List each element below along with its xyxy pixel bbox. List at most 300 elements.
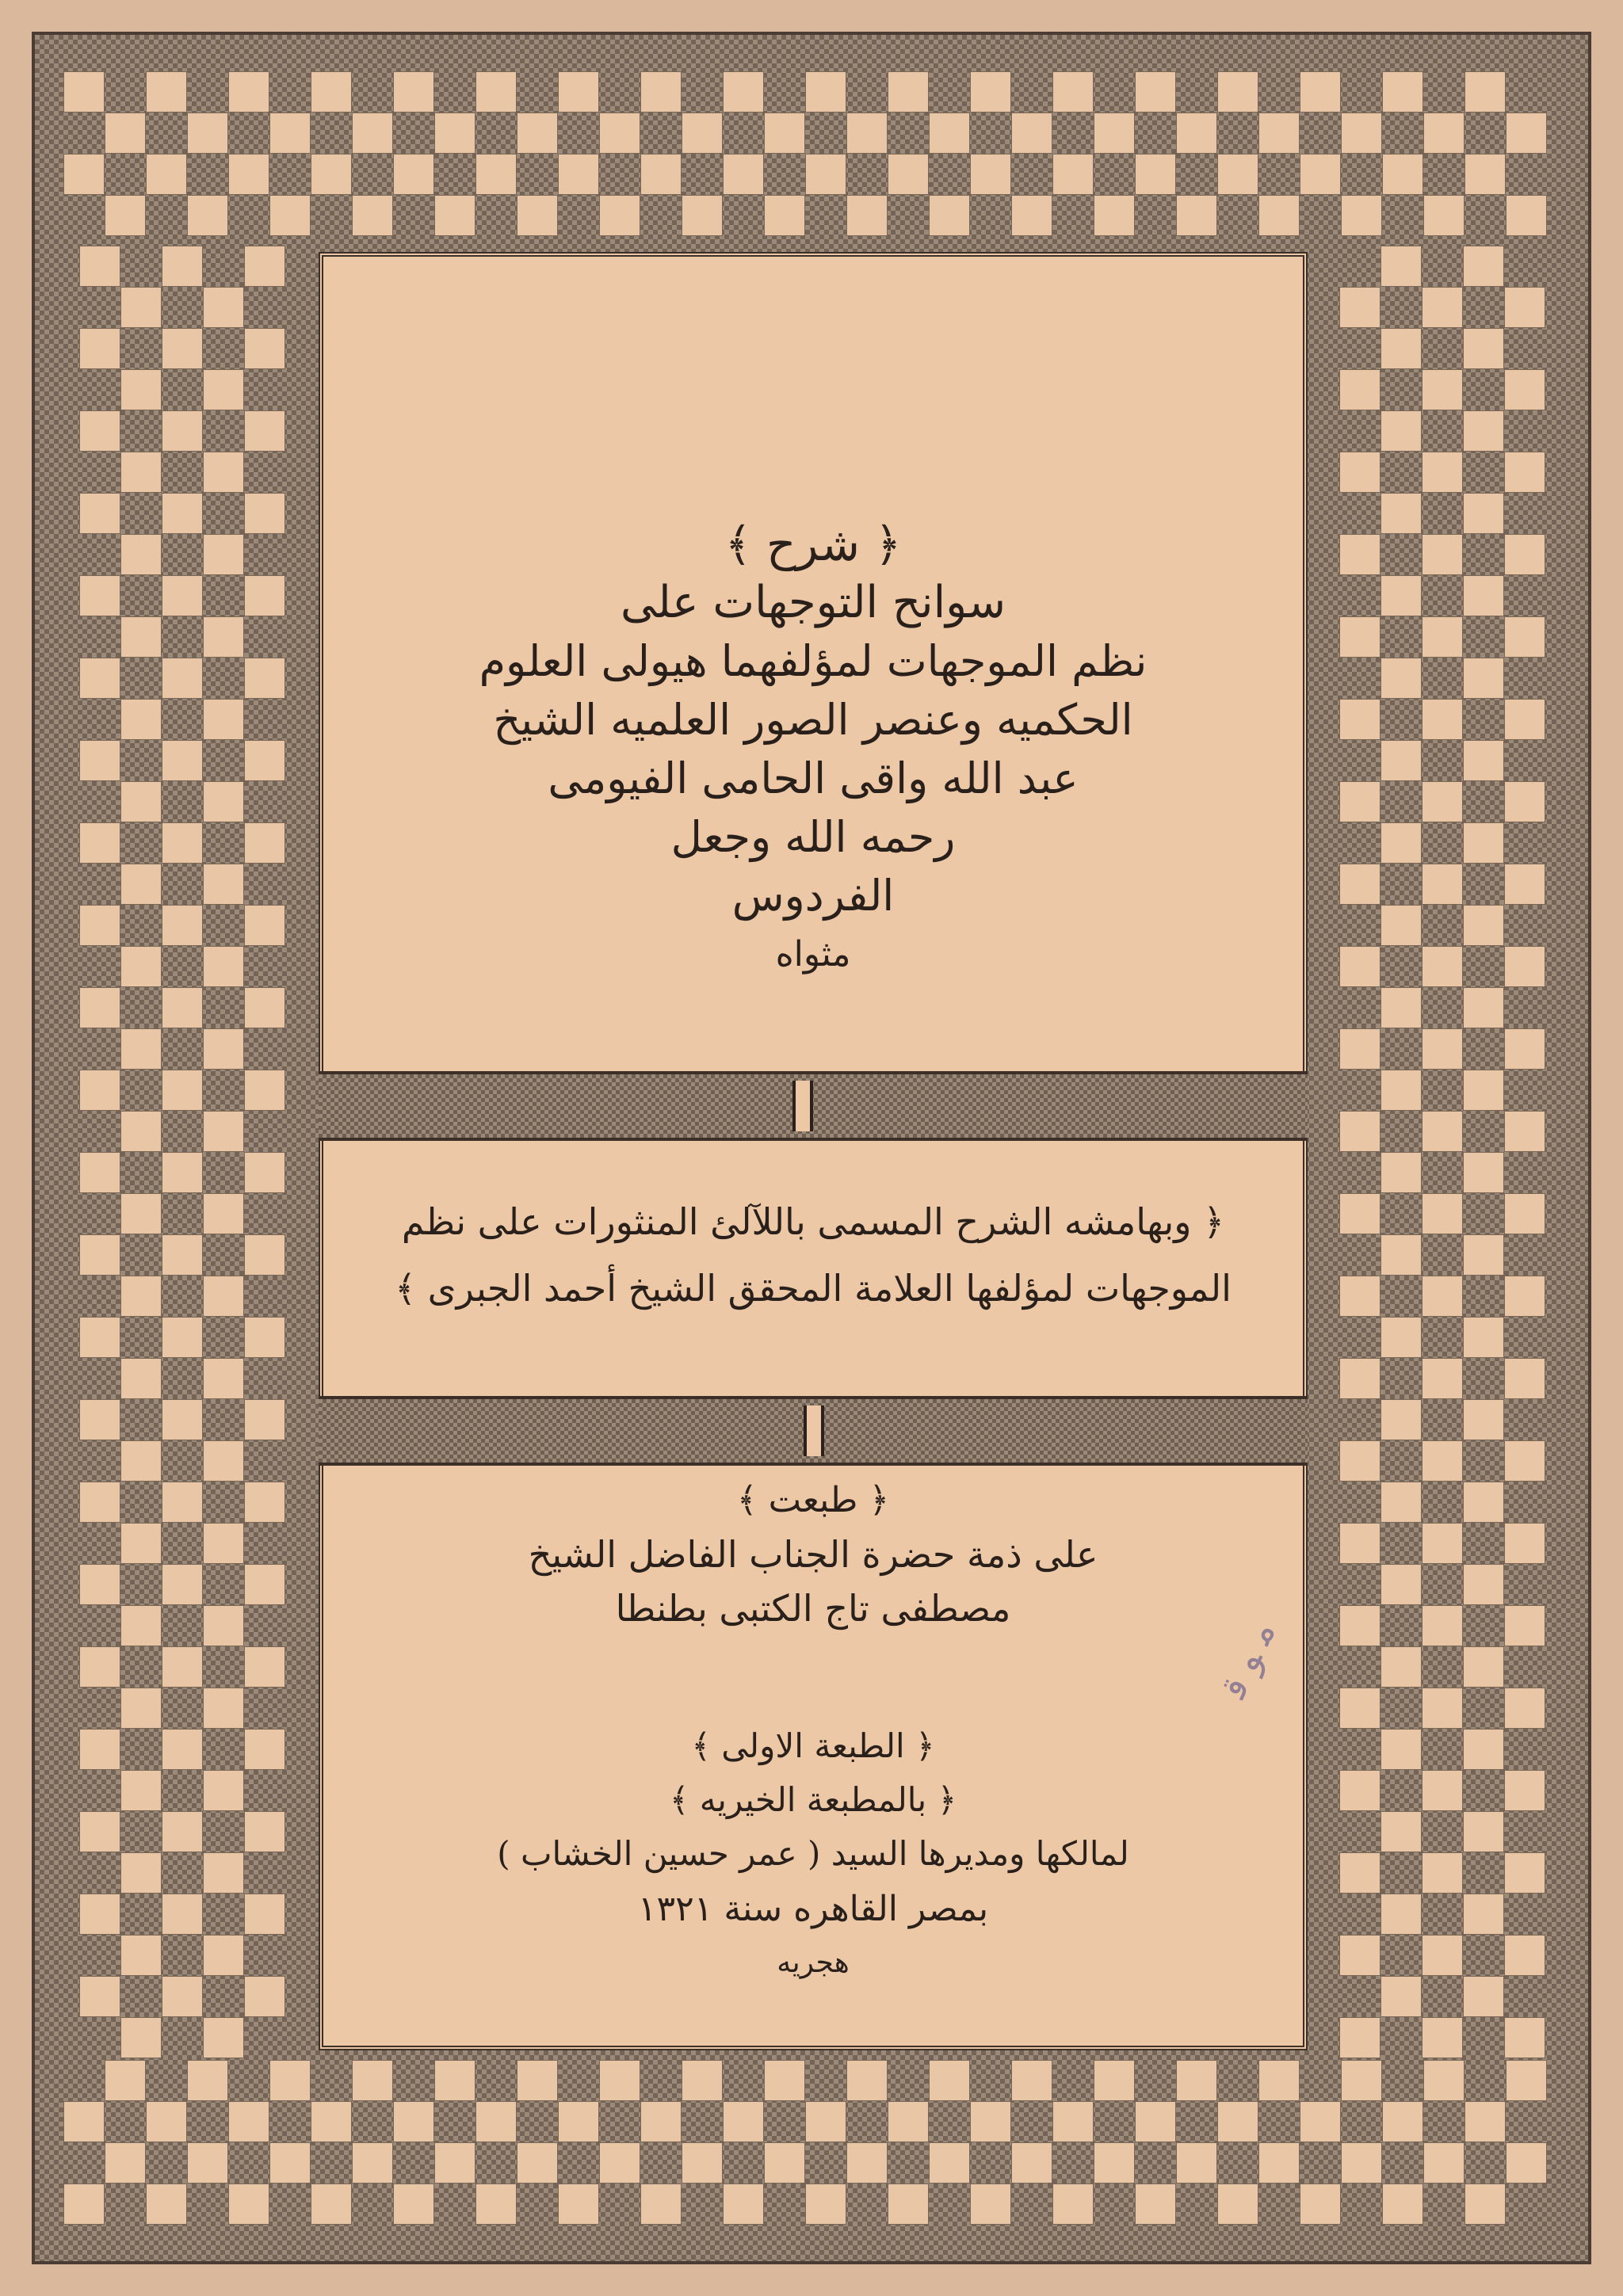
border-check-square [79, 410, 120, 452]
border-check-square [682, 2060, 723, 2101]
border-check-square [1339, 1935, 1381, 1976]
border-check-square [1381, 1234, 1422, 1276]
border-check-square [970, 2101, 1011, 2142]
border-check-square [79, 1811, 120, 1852]
border-check-square [1381, 658, 1422, 699]
border-check-square [1463, 740, 1504, 781]
border-check-square [120, 369, 162, 410]
border-check-square [1422, 864, 1463, 905]
border-check-square [805, 2101, 846, 2142]
border-check-square [1339, 1193, 1381, 1234]
border-check-square [162, 822, 203, 864]
border-check-square [1300, 2101, 1341, 2142]
border-check-square [1381, 246, 1422, 287]
border-check-square [640, 2183, 682, 2225]
border-check-square [187, 113, 228, 154]
border-check-square [79, 822, 120, 864]
border-check-square [1339, 1276, 1381, 1317]
border-check-square [1339, 616, 1381, 658]
border-check-square [1422, 699, 1463, 740]
border-check-square [1381, 822, 1422, 864]
border-check-square [244, 328, 285, 369]
title-line: الفردوس [731, 871, 895, 921]
border-check-square [599, 195, 640, 236]
border-check-square [1381, 1317, 1422, 1358]
border-check-square [640, 71, 682, 113]
margin-commentary-block [319, 1188, 1308, 1322]
border-check-square [888, 154, 929, 195]
title-line: نظم الموجهات لمؤلفهما هيولى العلوم [479, 636, 1148, 686]
border-check-square [311, 71, 352, 113]
border-check-square [203, 1358, 244, 1399]
divider-mark [804, 1405, 824, 1456]
border-check-square [1422, 452, 1463, 493]
border-check-square [244, 1317, 285, 1358]
border-check-square [244, 410, 285, 452]
border-check-square [244, 1646, 285, 1688]
border-check-square [79, 493, 120, 534]
border-check-square [1504, 1852, 1545, 1894]
border-check-square [1504, 946, 1545, 987]
border-check-square [244, 658, 285, 699]
border-check-square [1504, 1111, 1545, 1152]
border-check-square [970, 154, 1011, 195]
border-check-square [1463, 1894, 1504, 1935]
border-check-square [1381, 328, 1422, 369]
border-check-square [162, 987, 203, 1028]
border-check-square [162, 1894, 203, 1935]
border-check-square [1135, 2183, 1176, 2225]
border-check-square [120, 699, 162, 740]
border-check-square [393, 2101, 434, 2142]
border-check-square [311, 2101, 352, 2142]
title-line: عبد الله واقى الحامى الفيومى [548, 753, 1079, 803]
border-check-square [1422, 1852, 1463, 1894]
border-check-square [1423, 2142, 1465, 2183]
border-check-square [1011, 113, 1052, 154]
border-check-square [79, 1729, 120, 1770]
border-check-square [1422, 287, 1463, 328]
border-check-square [1422, 1935, 1463, 1976]
border-check-square [1176, 2142, 1217, 2183]
border-check-square [1504, 1523, 1545, 1564]
border-check-square [244, 1894, 285, 1935]
border-check-square [244, 1234, 285, 1276]
border-check-square [1422, 1523, 1463, 1564]
border-check-square [517, 195, 558, 236]
border-check-square [352, 2142, 393, 2183]
border-check-square [228, 154, 269, 195]
border-check-square [105, 113, 146, 154]
border-check-square [1504, 452, 1545, 493]
border-check-square [682, 195, 723, 236]
border-check-square [475, 2183, 517, 2225]
border-check-square [203, 2017, 244, 2058]
border-check-square [120, 1770, 162, 1811]
border-check-square [352, 2060, 393, 2101]
border-check-square [1504, 1028, 1545, 1070]
border-check-square [1504, 2017, 1545, 2058]
border-check-square [79, 1317, 120, 1358]
border-check-square [888, 71, 929, 113]
border-check-square [1381, 1811, 1422, 1852]
handwritten-mark: ﻣ ﻮ ﻗ [1211, 1614, 1284, 1705]
border-check-square [1135, 154, 1176, 195]
border-check-square [244, 987, 285, 1028]
border-check-square [244, 575, 285, 616]
border-check-square [1422, 1276, 1463, 1317]
border-check-square [1422, 616, 1463, 658]
border-check-square [1423, 113, 1465, 154]
border-check-square [723, 2183, 764, 2225]
border-check-square [120, 1193, 162, 1234]
border-check-square [1423, 2060, 1465, 2101]
border-check-square [1463, 1646, 1504, 1688]
border-check-square [1176, 195, 1217, 236]
border-check-square [1504, 1605, 1545, 1646]
title-line: رحمه الله وجعل [670, 812, 956, 862]
border-check-square [162, 1811, 203, 1852]
border-check-square [1381, 1399, 1422, 1440]
border-check-square [203, 781, 244, 822]
border-check-square [162, 1976, 203, 2017]
border-check-square [1504, 1935, 1545, 1976]
border-check-square [228, 2183, 269, 2225]
border-check-square [269, 113, 311, 154]
border-check-square [1463, 1317, 1504, 1358]
border-check-square [1504, 534, 1545, 575]
border-check-square [682, 2142, 723, 2183]
border-check-square [1011, 2142, 1052, 2183]
border-check-square [1463, 575, 1504, 616]
border-check-square [1422, 1111, 1463, 1152]
border-check-square [1258, 2060, 1300, 2101]
border-check-square [1504, 1440, 1545, 1482]
border-check-square [203, 1605, 244, 1646]
border-check-square [1300, 2183, 1341, 2225]
border-check-square [517, 2142, 558, 2183]
border-check-square [162, 1646, 203, 1688]
border-check-square [203, 287, 244, 328]
border-check-square [146, 2101, 187, 2142]
border-check-square [1382, 71, 1423, 113]
border-check-square [1422, 2017, 1463, 2058]
border-check-square [1465, 2101, 1506, 2142]
divider-mark [792, 1081, 813, 1131]
border-check-square [1381, 575, 1422, 616]
border-check-square [1011, 195, 1052, 236]
border-check-square [203, 1935, 244, 1976]
border-check-square [1135, 71, 1176, 113]
border-check-square [970, 2183, 1011, 2225]
border-check-square [1422, 534, 1463, 575]
border-check-square [1217, 71, 1258, 113]
border-check-square [352, 195, 393, 236]
border-check-square [640, 2101, 682, 2142]
border-check-square [63, 154, 105, 195]
border-check-square [244, 1152, 285, 1193]
border-check-square [846, 2060, 888, 2101]
border-check-square [1176, 2060, 1217, 2101]
border-check-square [162, 740, 203, 781]
border-check-square [244, 905, 285, 946]
border-check-square [1463, 822, 1504, 864]
border-check-square [244, 1399, 285, 1440]
border-check-square [244, 1729, 285, 1770]
border-check-square [1465, 154, 1506, 195]
border-check-square [120, 1935, 162, 1976]
imprint-line: مصطفى تاج الكتبى بطنطا [615, 1587, 1011, 1630]
border-check-square [1217, 2183, 1258, 2225]
title-line: سوانح التوجهات على [620, 577, 1006, 628]
border-check-square [162, 1729, 203, 1770]
ornamental-divider [319, 1071, 1308, 1141]
border-check-square [1463, 493, 1504, 534]
border-check-square [1504, 1770, 1545, 1811]
border-check-square [203, 616, 244, 658]
border-check-square [558, 154, 599, 195]
border-check-square [1258, 2142, 1300, 2183]
imprint-line: ﴿ طبعت ﴾ [736, 1480, 890, 1520]
border-check-square [244, 822, 285, 864]
press-line: ﴿ بالمطبعة الخيريه ﴾ [669, 1780, 957, 1819]
border-check-square [1504, 864, 1545, 905]
border-check-square [162, 1399, 203, 1440]
border-check-square [1506, 2060, 1547, 2101]
border-check-square [162, 1317, 203, 1358]
border-check-square [203, 864, 244, 905]
border-check-square [1463, 1234, 1504, 1276]
border-check-square [1339, 946, 1381, 987]
border-check-square [1506, 2142, 1547, 2183]
border-check-square [1463, 328, 1504, 369]
border-check-square [120, 1852, 162, 1894]
border-check-square [203, 946, 244, 987]
border-check-square [120, 616, 162, 658]
border-check-square [228, 2101, 269, 2142]
border-check-square [1463, 410, 1504, 452]
border-check-square [162, 410, 203, 452]
border-check-square [120, 1605, 162, 1646]
press-line: لمالكها ومديرها السيد ( عمر حسين الخشاب ) [497, 1834, 1129, 1873]
border-check-square [120, 1440, 162, 1482]
border-check-square [203, 1276, 244, 1317]
border-check-square [1339, 1358, 1381, 1399]
border-check-square [79, 1234, 120, 1276]
border-check-square [120, 1688, 162, 1729]
border-check-square [203, 1852, 244, 1894]
imprint-block [319, 1474, 1308, 1635]
border-check-square [1506, 113, 1547, 154]
border-check-square [311, 2183, 352, 2225]
border-check-square [558, 2101, 599, 2142]
press-line: ﴿ الطبعة الاولى ﴾ [691, 1726, 935, 1765]
border-check-square [269, 2142, 311, 2183]
border-check-square [79, 1646, 120, 1688]
border-check-square [79, 905, 120, 946]
border-check-square [79, 1564, 120, 1605]
border-check-square [1300, 154, 1341, 195]
border-check-square [1381, 987, 1422, 1028]
title-line: ﴿ شرح ﴾ [724, 517, 902, 571]
border-check-square [929, 2060, 970, 2101]
border-check-square [1176, 113, 1217, 154]
commentary-line: الموجهات لمؤلفها العلامة المحقق الشيخ أحمد الجبرى ﴾ [395, 1267, 1232, 1310]
border-check-square [1094, 195, 1135, 236]
border-check-square [517, 113, 558, 154]
border-check-square [1422, 946, 1463, 987]
border-check-square [846, 2142, 888, 2183]
border-check-square [203, 1193, 244, 1234]
border-check-square [187, 195, 228, 236]
border-check-square [120, 2017, 162, 2058]
border-check-square [120, 1028, 162, 1070]
border-check-square [244, 493, 285, 534]
border-check-square [1422, 1605, 1463, 1646]
border-check-square [79, 987, 120, 1028]
border-check-square [1258, 113, 1300, 154]
border-check-square [599, 113, 640, 154]
border-check-square [599, 2060, 640, 2101]
border-check-square [1339, 1770, 1381, 1811]
border-check-square [434, 195, 475, 236]
border-check-square [79, 1482, 120, 1523]
border-check-square [1339, 864, 1381, 905]
border-check-square [244, 1976, 285, 2017]
press-block [319, 1719, 1308, 1989]
border-check-square [475, 2101, 517, 2142]
border-check-square [203, 699, 244, 740]
border-check-square [79, 658, 120, 699]
border-check-square [120, 452, 162, 493]
border-check-square [162, 1482, 203, 1523]
border-check-square [1011, 2060, 1052, 2101]
border-check-square [79, 246, 120, 287]
border-check-square [120, 534, 162, 575]
border-check-square [1422, 1770, 1463, 1811]
border-check-square [1339, 369, 1381, 410]
border-check-square [1341, 2142, 1382, 2183]
title-line: الحكميه وعنصر الصور العلميه الشيخ [493, 695, 1133, 745]
border-check-square [63, 2101, 105, 2142]
border-check-square [1052, 2101, 1094, 2142]
border-check-square [1339, 1852, 1381, 1894]
border-check-square [764, 2060, 805, 2101]
border-check-square [1094, 2142, 1135, 2183]
border-check-square [1381, 1894, 1422, 1935]
border-check-square [1381, 1976, 1422, 2017]
border-check-square [1341, 113, 1382, 154]
border-check-square [120, 1276, 162, 1317]
border-check-square [79, 1894, 120, 1935]
border-check-square [79, 1976, 120, 2017]
border-check-square [1422, 1440, 1463, 1482]
press-line: هجريه [777, 1947, 850, 1979]
border-check-square [1422, 1688, 1463, 1729]
border-check-square [888, 2183, 929, 2225]
border-check-square [764, 113, 805, 154]
border-check-square [1381, 1152, 1422, 1193]
border-check-square [162, 493, 203, 534]
title-line: مثواه [775, 934, 851, 974]
title-block [319, 515, 1308, 984]
border-check-square [203, 369, 244, 410]
border-check-square [723, 71, 764, 113]
border-check-square [244, 1564, 285, 1605]
border-check-square [79, 1152, 120, 1193]
border-check-square [1506, 195, 1547, 236]
border-check-square [352, 113, 393, 154]
border-check-square [805, 2183, 846, 2225]
border-check-square [203, 1111, 244, 1152]
border-check-square [929, 195, 970, 236]
border-check-square [1504, 1688, 1545, 1729]
border-check-square [1504, 287, 1545, 328]
border-check-square [1504, 699, 1545, 740]
border-check-square [244, 1811, 285, 1852]
border-check-square [1300, 71, 1341, 113]
border-check-square [79, 328, 120, 369]
border-check-square [1504, 1193, 1545, 1234]
border-check-square [105, 2060, 146, 2101]
border-check-square [269, 2060, 311, 2101]
border-check-square [146, 71, 187, 113]
border-check-square [146, 2183, 187, 2225]
border-check-square [1339, 1111, 1381, 1152]
border-check-square [434, 113, 475, 154]
border-check-square [1423, 195, 1465, 236]
border-check-square [162, 1564, 203, 1605]
border-check-square [120, 781, 162, 822]
border-check-square [187, 2142, 228, 2183]
border-check-square [203, 1028, 244, 1070]
border-check-square [1381, 493, 1422, 534]
border-check-square [244, 246, 285, 287]
border-check-square [393, 154, 434, 195]
border-check-square [805, 154, 846, 195]
ornamental-divider [319, 1396, 1308, 1466]
border-check-square [517, 2060, 558, 2101]
border-check-square [1339, 1523, 1381, 1564]
border-check-square [120, 1523, 162, 1564]
border-check-square [1052, 71, 1094, 113]
border-check-square [162, 905, 203, 946]
border-check-square [105, 195, 146, 236]
border-check-square [1094, 113, 1135, 154]
border-check-square [1381, 1070, 1422, 1111]
border-check-square [434, 2142, 475, 2183]
border-check-square [120, 1111, 162, 1152]
border-check-square [640, 154, 682, 195]
border-check-square [1381, 905, 1422, 946]
border-check-square [805, 71, 846, 113]
border-check-square [120, 864, 162, 905]
border-check-square [1463, 1564, 1504, 1605]
border-check-square [558, 71, 599, 113]
border-check-square [1463, 1399, 1504, 1440]
border-check-square [929, 2142, 970, 2183]
border-check-square [682, 113, 723, 154]
border-check-square [1135, 2101, 1176, 2142]
border-check-square [1339, 781, 1381, 822]
border-check-square [764, 2142, 805, 2183]
border-check-square [162, 1152, 203, 1193]
border-check-square [1463, 1729, 1504, 1770]
border-check-square [1463, 1976, 1504, 2017]
border-check-square [1339, 534, 1381, 575]
border-check-square [244, 740, 285, 781]
border-check-square [1422, 1193, 1463, 1234]
